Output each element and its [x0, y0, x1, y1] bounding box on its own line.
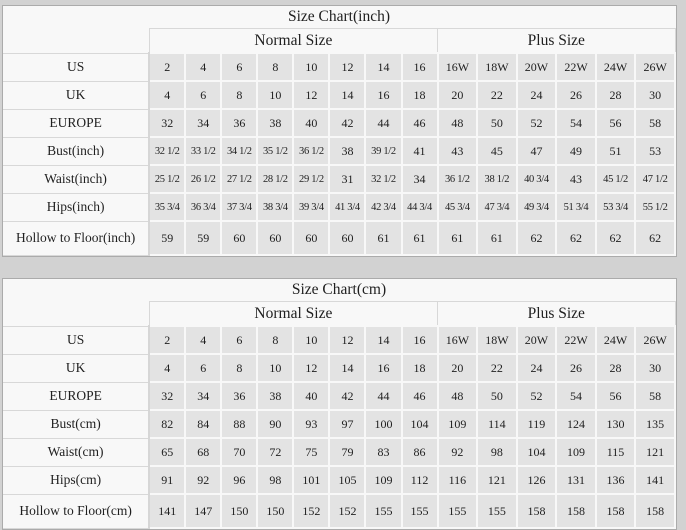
corner-cell — [3, 29, 149, 54]
size-cell: 112 — [402, 466, 438, 494]
size-cell: 59 — [149, 221, 185, 255]
size-cell: 96 — [221, 466, 257, 494]
size-cell: 32 — [149, 382, 185, 410]
size-cell: 16W — [438, 326, 478, 354]
size-cell: 90 — [257, 410, 293, 438]
table-row — [3, 438, 675, 466]
table-title: Size Chart(cm) — [3, 279, 675, 302]
size-cell: 42 — [329, 382, 365, 410]
normal-size-header: Normal Size — [149, 29, 437, 54]
size-cell: 6 — [221, 326, 257, 354]
size-cell: 60 — [329, 221, 365, 255]
size-cell: 27 1/2 — [221, 165, 257, 193]
row-label: UK — [3, 354, 149, 382]
size-cell: 155 — [402, 494, 438, 528]
table-row — [3, 410, 675, 438]
size-cell: 28 — [596, 81, 636, 109]
size-cell: 109 — [365, 466, 401, 494]
row-label: Bust(inch) — [3, 137, 149, 165]
size-cell: 55 1/2 — [635, 193, 675, 221]
size-cell: 32 1/2 — [149, 137, 185, 165]
size-cell: 22W — [556, 326, 596, 354]
table-row — [3, 221, 675, 255]
size-cell: 141 — [149, 494, 185, 528]
size-chart-cm-panel — [2, 278, 677, 530]
size-cell: 40 3/4 — [517, 165, 557, 193]
table-row — [3, 109, 675, 137]
size-cell: 4 — [149, 81, 185, 109]
size-cell: 60 — [257, 221, 293, 255]
size-cell: 121 — [477, 466, 517, 494]
size-cell: 62 — [556, 221, 596, 255]
size-cell: 10 — [257, 354, 293, 382]
size-cell: 16W — [438, 53, 478, 81]
size-chart-inch-panel — [2, 5, 677, 257]
size-cell: 109 — [438, 410, 478, 438]
size-cell: 47 — [517, 137, 557, 165]
size-cell: 12 — [329, 326, 365, 354]
row-label: Hips(inch) — [3, 193, 149, 221]
size-cell: 16 — [402, 326, 438, 354]
size-cell: 36 — [221, 382, 257, 410]
size-cell: 18W — [477, 326, 517, 354]
size-cell: 42 — [329, 109, 365, 137]
size-cell: 44 3/4 — [402, 193, 438, 221]
size-cell: 38 — [257, 109, 293, 137]
table-row — [3, 326, 675, 354]
size-cell: 34 — [185, 109, 221, 137]
size-cell: 84 — [185, 410, 221, 438]
size-cell: 152 — [293, 494, 329, 528]
size-cell: 42 3/4 — [365, 193, 401, 221]
plus-size-header: Plus Size — [438, 29, 675, 54]
size-cell: 36 — [221, 109, 257, 137]
size-cell: 61 — [365, 221, 401, 255]
table-row — [3, 165, 675, 193]
size-cell: 31 — [329, 165, 365, 193]
size-cell: 53 3/4 — [596, 193, 636, 221]
size-cell: 158 — [635, 494, 675, 528]
size-cell: 20W — [517, 326, 557, 354]
plus-size-header: Plus Size — [438, 302, 675, 327]
size-cell: 58 — [635, 382, 675, 410]
size-chart-inch-table — [3, 6, 676, 256]
size-cell: 53 — [635, 137, 675, 165]
size-cell: 12 — [293, 354, 329, 382]
size-cell: 141 — [635, 466, 675, 494]
size-cell: 75 — [293, 438, 329, 466]
size-cell: 88 — [221, 410, 257, 438]
size-cell: 92 — [438, 438, 478, 466]
size-cell: 35 3/4 — [149, 193, 185, 221]
size-cell: 56 — [596, 382, 636, 410]
size-cell: 22W — [556, 53, 596, 81]
size-cell: 18 — [402, 81, 438, 109]
size-cell: 91 — [149, 466, 185, 494]
size-cell: 100 — [365, 410, 401, 438]
size-cell: 14 — [365, 53, 401, 81]
size-cell: 92 — [185, 466, 221, 494]
size-cell: 43 — [438, 137, 478, 165]
size-cell: 155 — [438, 494, 478, 528]
size-cell: 28 1/2 — [257, 165, 293, 193]
size-cell: 38 — [329, 137, 365, 165]
size-cell: 37 3/4 — [221, 193, 257, 221]
size-cell: 18 — [402, 354, 438, 382]
size-cell: 101 — [293, 466, 329, 494]
size-cell: 72 — [257, 438, 293, 466]
size-cell: 29 1/2 — [293, 165, 329, 193]
size-cell: 158 — [517, 494, 557, 528]
table-row — [3, 494, 675, 528]
size-cell: 47 1/2 — [635, 165, 675, 193]
size-cell: 6 — [185, 81, 221, 109]
size-cell: 104 — [402, 410, 438, 438]
size-cell: 16 — [365, 354, 401, 382]
size-cell: 8 — [221, 81, 257, 109]
row-label: US — [3, 326, 149, 354]
size-cell: 30 — [635, 354, 675, 382]
size-cell: 61 — [438, 221, 478, 255]
size-cell: 121 — [635, 438, 675, 466]
size-cell: 126 — [517, 466, 557, 494]
size-cell: 39 3/4 — [293, 193, 329, 221]
size-cell: 105 — [329, 466, 365, 494]
size-cell: 48 — [438, 382, 478, 410]
size-cell: 16 — [365, 81, 401, 109]
size-cell: 83 — [365, 438, 401, 466]
size-cell: 35 1/2 — [257, 137, 293, 165]
row-label: Waist(cm) — [3, 438, 149, 466]
size-cell: 44 — [365, 382, 401, 410]
size-cell: 46 — [402, 109, 438, 137]
size-cell: 59 — [185, 221, 221, 255]
size-cell: 20 — [438, 81, 478, 109]
table-row — [3, 137, 675, 165]
size-cell: 10 — [293, 53, 329, 81]
size-cell: 158 — [556, 494, 596, 528]
size-cell: 25 1/2 — [149, 165, 185, 193]
size-cell: 30 — [635, 81, 675, 109]
size-chart-cm-table — [3, 279, 676, 529]
size-cell: 60 — [221, 221, 257, 255]
size-cell: 12 — [293, 81, 329, 109]
size-cell: 82 — [149, 410, 185, 438]
size-cell: 124 — [556, 410, 596, 438]
size-cell: 32 1/2 — [365, 165, 401, 193]
size-cell: 136 — [596, 466, 636, 494]
size-cell: 36 1/2 — [438, 165, 478, 193]
size-cell: 93 — [293, 410, 329, 438]
row-label: Hollow to Floor(inch) — [3, 221, 149, 255]
size-cell: 36 3/4 — [185, 193, 221, 221]
size-cell: 39 1/2 — [365, 137, 401, 165]
size-cell: 65 — [149, 438, 185, 466]
size-cell: 14 — [329, 81, 365, 109]
size-cell: 26 — [556, 81, 596, 109]
size-cell: 32 — [149, 109, 185, 137]
size-cell: 51 3/4 — [556, 193, 596, 221]
table-row — [3, 382, 675, 410]
size-cell: 62 — [635, 221, 675, 255]
size-cell: 16 — [402, 53, 438, 81]
size-cell: 61 — [402, 221, 438, 255]
row-label: US — [3, 53, 149, 81]
size-cell: 158 — [596, 494, 636, 528]
size-cell: 22 — [477, 81, 517, 109]
size-cell: 38 — [257, 382, 293, 410]
size-cell: 52 — [517, 109, 557, 137]
size-cell: 43 — [556, 165, 596, 193]
size-cell: 116 — [438, 466, 478, 494]
row-label: Hollow to Floor(cm) — [3, 494, 149, 528]
size-cell: 41 3/4 — [329, 193, 365, 221]
size-cell: 86 — [402, 438, 438, 466]
size-cell: 131 — [556, 466, 596, 494]
size-cell: 40 — [293, 382, 329, 410]
size-cell: 155 — [365, 494, 401, 528]
size-cell: 4 — [185, 326, 221, 354]
size-cell: 8 — [221, 354, 257, 382]
size-cell: 56 — [596, 109, 636, 137]
size-cell: 61 — [477, 221, 517, 255]
table-row — [3, 466, 675, 494]
size-cell: 46 — [402, 382, 438, 410]
size-cell: 54 — [556, 109, 596, 137]
size-cell: 28 — [596, 354, 636, 382]
size-cell: 135 — [635, 410, 675, 438]
size-cell: 6 — [221, 53, 257, 81]
size-cell: 12 — [329, 53, 365, 81]
size-cell: 18W — [477, 53, 517, 81]
size-cell: 24W — [596, 326, 636, 354]
row-label: Bust(cm) — [3, 410, 149, 438]
size-cell: 2 — [149, 326, 185, 354]
size-cell: 36 1/2 — [293, 137, 329, 165]
size-cell: 20W — [517, 53, 557, 81]
size-cell: 34 1/2 — [221, 137, 257, 165]
size-cell: 70 — [221, 438, 257, 466]
size-cell: 26 1/2 — [185, 165, 221, 193]
size-cell: 79 — [329, 438, 365, 466]
size-cell: 62 — [596, 221, 636, 255]
size-cell: 130 — [596, 410, 636, 438]
size-cell: 10 — [293, 326, 329, 354]
size-cell: 24W — [596, 53, 636, 81]
size-cell: 98 — [257, 466, 293, 494]
normal-size-header: Normal Size — [149, 302, 437, 327]
size-cell: 45 — [477, 137, 517, 165]
size-cell: 4 — [149, 354, 185, 382]
size-cell: 33 1/2 — [185, 137, 221, 165]
size-cell: 51 — [596, 137, 636, 165]
table-row — [3, 53, 675, 81]
size-cell: 44 — [365, 109, 401, 137]
row-label: Waist(inch) — [3, 165, 149, 193]
size-cell: 114 — [477, 410, 517, 438]
size-cell: 45 3/4 — [438, 193, 478, 221]
size-cell: 34 — [185, 382, 221, 410]
size-cell: 41 — [402, 137, 438, 165]
size-cell: 58 — [635, 109, 675, 137]
size-cell: 147 — [185, 494, 221, 528]
size-cell: 155 — [477, 494, 517, 528]
size-cell: 8 — [257, 53, 293, 81]
size-cell: 24 — [517, 354, 557, 382]
size-cell: 34 — [402, 165, 438, 193]
size-cell: 10 — [257, 81, 293, 109]
size-cell: 52 — [517, 382, 557, 410]
size-cell: 152 — [329, 494, 365, 528]
table-row — [3, 193, 675, 221]
size-cell: 14 — [329, 354, 365, 382]
size-cell: 2 — [149, 53, 185, 81]
size-cell: 68 — [185, 438, 221, 466]
row-label: UK — [3, 81, 149, 109]
size-cell: 49 — [556, 137, 596, 165]
size-cell: 150 — [221, 494, 257, 528]
size-cell: 26W — [635, 326, 675, 354]
row-label: EUROPE — [3, 382, 149, 410]
size-cell: 54 — [556, 382, 596, 410]
size-cell: 6 — [185, 354, 221, 382]
size-cell: 40 — [293, 109, 329, 137]
row-label: EUROPE — [3, 109, 149, 137]
size-cell: 26 — [556, 354, 596, 382]
size-cell: 38 3/4 — [257, 193, 293, 221]
size-cell: 26W — [635, 53, 675, 81]
row-label: Hips(cm) — [3, 466, 149, 494]
size-cell: 150 — [257, 494, 293, 528]
table-row — [3, 81, 675, 109]
table-row — [3, 354, 675, 382]
size-cell: 22 — [477, 354, 517, 382]
corner-cell — [3, 302, 149, 327]
size-cell: 49 3/4 — [517, 193, 557, 221]
size-cell: 50 — [477, 109, 517, 137]
size-cell: 62 — [517, 221, 557, 255]
size-cell: 8 — [257, 326, 293, 354]
size-cell: 50 — [477, 382, 517, 410]
size-cell: 24 — [517, 81, 557, 109]
size-cell: 98 — [477, 438, 517, 466]
size-cell: 60 — [293, 221, 329, 255]
size-cell: 104 — [517, 438, 557, 466]
size-cell: 20 — [438, 354, 478, 382]
size-cell: 97 — [329, 410, 365, 438]
size-cell: 115 — [596, 438, 636, 466]
size-cell: 38 1/2 — [477, 165, 517, 193]
size-cell: 48 — [438, 109, 478, 137]
size-cell: 109 — [556, 438, 596, 466]
size-cell: 47 3/4 — [477, 193, 517, 221]
size-cell: 45 1/2 — [596, 165, 636, 193]
size-cell: 14 — [365, 326, 401, 354]
table-title: Size Chart(inch) — [3, 6, 675, 29]
size-cell: 119 — [517, 410, 557, 438]
size-cell: 4 — [185, 53, 221, 81]
